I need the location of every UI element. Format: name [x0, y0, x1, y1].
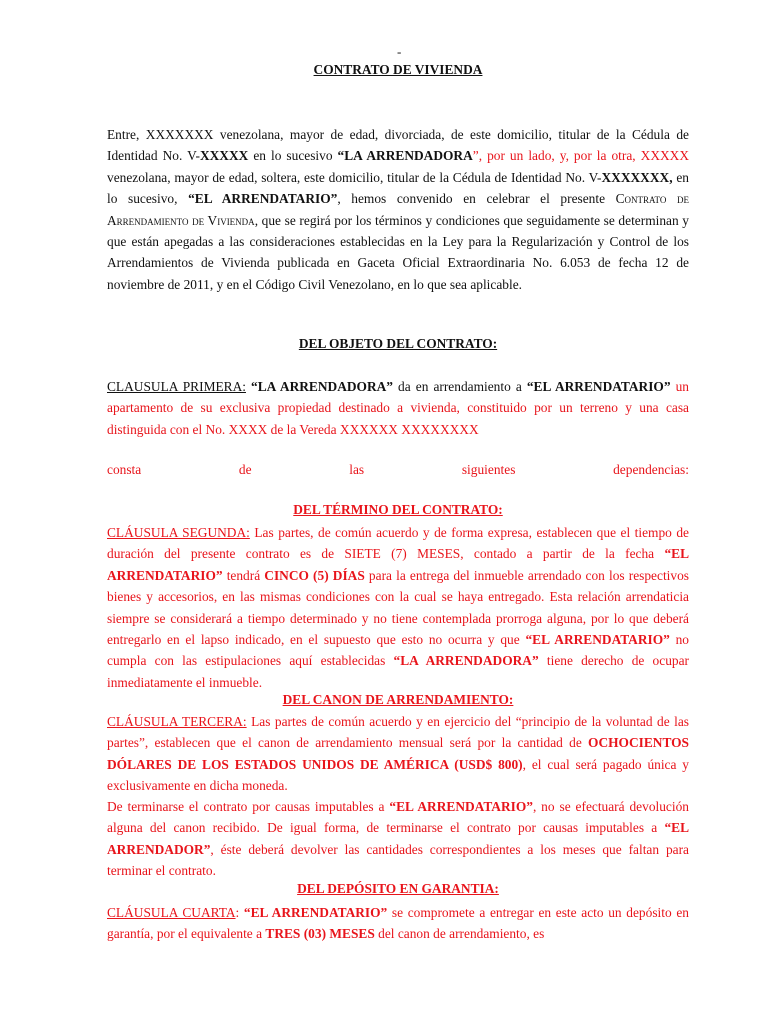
clause-label: CLÁUSULA TERCERA: — [107, 714, 247, 729]
section-heading-canon: DEL CANON DE ARRENDAMIENTO: — [282, 692, 514, 707]
clause-tercera: CLÁUSULA TERCERA: Las partes de común acuerdo y en ejercicio del “principio de la voluntad de las partes”, establecen que el canon de arrendamiento mensual será por la cantidad de OCHOCIENTOS DÓLARES DE LOS ESTADOS UNIDOS DE AMÉRICA (USD$ 800), el cual será pagado única y exclusivamente en dicha moneda. — [107, 714, 689, 794]
clause-label: CLÁUSULA SEGUNDA: — [107, 525, 250, 540]
clause-label: CLAUSULA PRIMERA: — [107, 379, 246, 394]
page-title: CONTRATO DE VIVIENDA — [313, 62, 483, 77]
consta-line: consta de las siguientes dependencias: — [107, 462, 689, 477]
section-heading-termino: DEL TÉRMINO DEL CONTRATO: — [293, 502, 503, 517]
clause-segunda: CLÁUSULA SEGUNDA: Las partes, de común acuerdo y de forma expresa, establecen que el tiempo de duración del presente contrato es de SIETE (7) MESES, contado a partir de la fecha “EL ARRENDATARIO” tendrá CINCO (5) DÍAS para la entrega del inmueble arrendado con los respectivos bienes y accesorios, en las mismas condiciones con la cual se haya entregado. Esta relación arrendaticia siempre se considerará a tiempo determinado y no tiene contemplada prorroga alguna, por lo que deberá entregarlo en el lapso indicado, en el supuesto que esto no ocurra y que “EL ARRENDATARIO” no cumpla con las estipulaciones aquí establecidas “LA ARRENDADORA” tiene derecho de ocupar inmediatamente el inmueble. — [107, 525, 689, 690]
clause-primera: CLAUSULA PRIMERA: “LA ARRENDADORA” da en arrendamiento a “EL ARRENDATARIO” un apartamento de su exclusiva propiedad destinado a vivienda, constituido por un terreno y una casa distinguida con el No. XXXX de la Vereda XXXXXX XXXXXXXX — [107, 379, 689, 437]
page-dash: - — [397, 44, 402, 59]
clause-tercera-continued: De terminarse el contrato por causas imputables a “EL ARRENDATARIO”, no se efectuará devolución alguna del canon recibido. De igual forma, de terminarse el contrato por causas imputables a “EL ARRENDADOR”, éste deberá devolver las cantidades correspondientes a los meses que faltan para terminar el contrato. — [107, 799, 689, 879]
intro-paragraph: Entre, XXXXXXX venezolana, mayor de edad, divorciada, de este domicilio, titular de la Cédula de Identidad No. V-XXXXX en lo sucesivo “LA ARRENDADORA”, por un lado, y, por la otra, XXXXX venezolana, mayor de edad, soltera, este domicilio, titular de la Cédula de Identidad No. V-XXXXXXX, en lo sucesivo, “EL ARRENDATARIO”, hemos convenido en celebrar el presente Contrato de Arrendamiento de Vivienda, que se regirá por los términos y condiciones que seguidamente se determinan y que están apegadas a las consideraciones establecidas en la Ley para la Regularización y Control de los Arrendamientos de Vivienda publicada en Gaceta Oficial Extraordinaria No. 6.053 de fecha 12 de noviembre de 2011, y en el Código Civil Venezolano, en lo que sea aplicable. — [107, 127, 690, 292]
clause-cuarta: CLÁUSULA CUARTA: “EL ARRENDATARIO” se compromete a entregar en este acto un depósito en garantía, por el equivalente a TRES (03) MESES del canon de arrendamiento, es — [107, 905, 689, 942]
section-heading-deposito: DEL DEPÓSITO EN GARANTIA: — [297, 881, 499, 896]
section-heading-objeto: DEL OBJETO DEL CONTRATO: — [298, 336, 498, 351]
clause-label: CLÁUSULA CUARTA — [107, 905, 236, 920]
